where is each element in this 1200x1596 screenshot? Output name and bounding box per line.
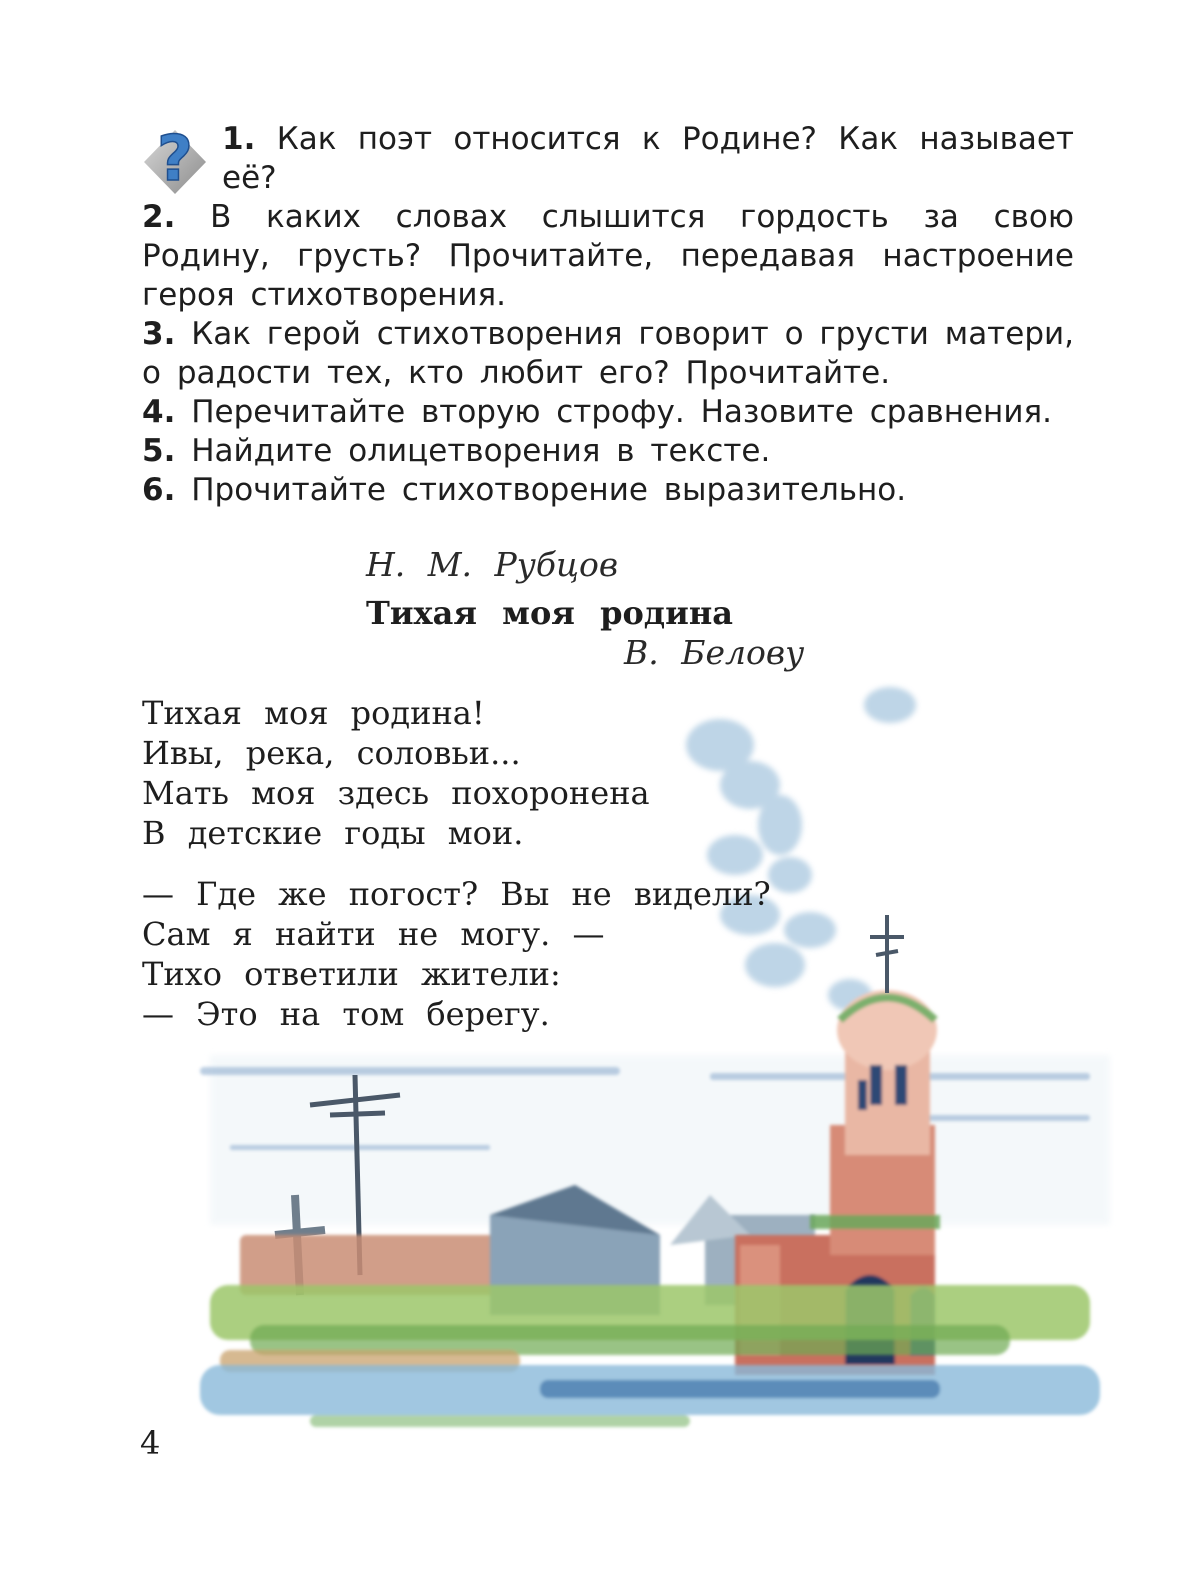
poem-line: Ивы, река, соловьи... (142, 734, 521, 772)
page-number: 4 (140, 1424, 161, 1462)
question-2 (142, 198, 1074, 315)
question-text: Как герой стихотворения говорит о грусти матери, о радости тех, кто любит его? Прочитайте. (142, 316, 1074, 391)
poem-line: В детские годы мои. (142, 814, 524, 852)
question-text: Как поэт относится к Родине? Как называет её? (222, 121, 1074, 196)
question-6 (142, 471, 1074, 510)
grass (210, 1285, 1090, 1372)
question-number: 2. (142, 199, 176, 235)
question-number: 6. (142, 472, 176, 508)
question-1 (142, 120, 1074, 198)
poem-stanza-2 (142, 874, 771, 1034)
poem-line: Сам я найти не могу. — (142, 915, 605, 953)
question-mark: ? (157, 122, 193, 195)
question-5 (142, 432, 1074, 471)
poem-line: Тихо ответили жители: (142, 955, 561, 993)
poem-stanza-1 (142, 693, 650, 853)
poem-line: Мать моя здесь похоронена (142, 774, 650, 812)
question-number: 1. (222, 121, 256, 157)
question-text: Перечитайте вторую строфу. Назовите сравнения. (191, 394, 1052, 430)
question-number: 3. (142, 316, 176, 352)
river (200, 1365, 1100, 1427)
poem-author: Н. М. Рубцов (366, 545, 619, 584)
question-3 (142, 315, 1074, 393)
question-text: Найдите олицетворения в тексте. (191, 433, 771, 469)
questions-list (142, 120, 1074, 510)
question-number: 4. (142, 394, 176, 430)
question-number: 5. (142, 433, 176, 469)
poem-line: — Где же погост? Вы не видели? (142, 875, 771, 913)
church-cross (870, 915, 904, 993)
poem-dedication: В. Белову (624, 633, 805, 672)
poem-title: Тихая моя родина (366, 594, 733, 632)
question-text: В каких словах слышится гордость за свою Родину, грусть? Прочитайте, передавая настроение героя стихотворения. (142, 199, 1074, 313)
question-4 (142, 393, 1074, 432)
poem-line: Тихая моя родина! (142, 694, 485, 732)
poem-line: — Это на том берегу. (142, 995, 550, 1033)
question-text: Прочитайте стихотворение выразительно. (191, 472, 907, 508)
